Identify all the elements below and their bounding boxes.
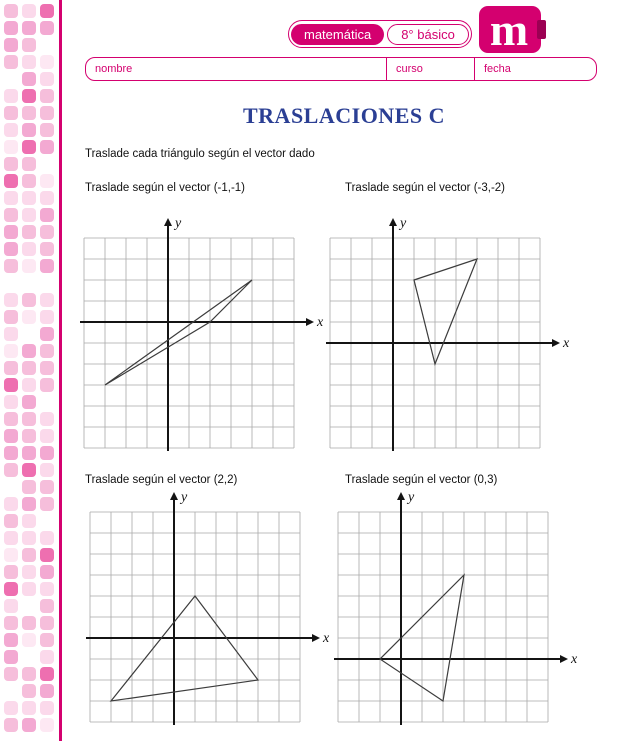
deco-square bbox=[4, 514, 18, 528]
deco-square bbox=[22, 497, 36, 511]
deco-square bbox=[4, 4, 18, 18]
name-label: nombre bbox=[95, 63, 133, 75]
deco-square bbox=[4, 548, 18, 562]
deco-square bbox=[4, 276, 18, 290]
svg-text:x: x bbox=[317, 315, 324, 330]
deco-square bbox=[4, 89, 18, 103]
deco-square bbox=[40, 310, 54, 324]
deco-square bbox=[4, 616, 18, 630]
deco-square bbox=[40, 21, 54, 35]
grid-plot bbox=[76, 212, 328, 456]
deco-square bbox=[40, 650, 54, 664]
deco-square bbox=[4, 412, 18, 426]
deco-square bbox=[40, 259, 54, 273]
deco-square bbox=[22, 446, 36, 460]
deco-square bbox=[22, 293, 36, 307]
deco-square bbox=[22, 531, 36, 545]
deco-square bbox=[40, 531, 54, 545]
decorative-strip bbox=[0, 0, 58, 741]
deco-square bbox=[22, 38, 36, 52]
deco-square bbox=[40, 565, 54, 579]
deco-square bbox=[4, 123, 18, 137]
deco-square bbox=[4, 259, 18, 273]
deco-square bbox=[40, 412, 54, 426]
deco-square bbox=[4, 174, 18, 188]
deco-square bbox=[22, 514, 36, 528]
deco-square bbox=[4, 633, 18, 647]
deco-square bbox=[22, 395, 36, 409]
grid-plot bbox=[322, 212, 574, 456]
deco-square bbox=[22, 242, 36, 256]
deco-square bbox=[4, 497, 18, 511]
deco-square bbox=[40, 582, 54, 596]
header-badges bbox=[288, 20, 472, 48]
deco-square bbox=[22, 701, 36, 715]
svg-text:x: x bbox=[323, 631, 330, 646]
deco-square bbox=[22, 140, 36, 154]
page-title: TRASLACIONES C bbox=[243, 103, 445, 128]
deco-square bbox=[4, 157, 18, 171]
deco-square bbox=[22, 480, 36, 494]
deco-square bbox=[4, 667, 18, 681]
deco-square bbox=[22, 72, 36, 86]
deco-square bbox=[40, 633, 54, 647]
deco-square bbox=[22, 174, 36, 188]
deco-square bbox=[4, 446, 18, 460]
deco-square bbox=[4, 565, 18, 579]
deco-square bbox=[4, 684, 18, 698]
name-field bbox=[86, 58, 386, 80]
deco-square bbox=[40, 344, 54, 358]
deco-square bbox=[40, 718, 54, 732]
deco-square bbox=[40, 395, 54, 409]
deco-square bbox=[40, 667, 54, 681]
deco-square bbox=[40, 684, 54, 698]
deco-square bbox=[4, 344, 18, 358]
deco-square bbox=[40, 293, 54, 307]
deco-square bbox=[22, 4, 36, 18]
deco-square bbox=[40, 174, 54, 188]
deco-square bbox=[4, 21, 18, 35]
deco-square bbox=[40, 463, 54, 477]
deco-square bbox=[22, 361, 36, 375]
subject-badge: matemática bbox=[291, 24, 384, 45]
deco-square bbox=[22, 259, 36, 273]
deco-square bbox=[40, 242, 54, 256]
deco-square bbox=[4, 599, 18, 613]
deco-square bbox=[22, 225, 36, 239]
deco-square bbox=[22, 548, 36, 562]
deco-square bbox=[40, 480, 54, 494]
deco-square bbox=[22, 123, 36, 137]
deco-square bbox=[22, 667, 36, 681]
deco-square bbox=[40, 38, 54, 52]
deco-square bbox=[22, 276, 36, 290]
deco-square bbox=[4, 310, 18, 324]
deco-square bbox=[4, 395, 18, 409]
deco-square bbox=[22, 208, 36, 222]
logo-tab bbox=[537, 20, 546, 39]
deco-square bbox=[22, 157, 36, 171]
svg-text:y: y bbox=[175, 216, 182, 231]
deco-square bbox=[4, 378, 18, 392]
deco-square bbox=[40, 514, 54, 528]
logo-letter: m bbox=[489, 3, 529, 55]
deco-square bbox=[40, 55, 54, 69]
deco-square bbox=[22, 344, 36, 358]
deco-square bbox=[40, 497, 54, 511]
deco-square bbox=[22, 310, 36, 324]
deco-square bbox=[4, 293, 18, 307]
svg-text:x: x bbox=[571, 652, 578, 667]
deco-square bbox=[40, 276, 54, 290]
student-info-bar bbox=[85, 57, 597, 81]
deco-square bbox=[40, 208, 54, 222]
deco-square bbox=[4, 531, 18, 545]
svg-text:y: y bbox=[408, 490, 415, 505]
panel-caption: Traslade según el vector (0,3) bbox=[345, 474, 498, 486]
deco-square bbox=[40, 72, 54, 86]
deco-square bbox=[22, 412, 36, 426]
deco-square bbox=[40, 446, 54, 460]
deco-square bbox=[22, 582, 36, 596]
deco-square bbox=[40, 89, 54, 103]
deco-square bbox=[4, 718, 18, 732]
deco-square bbox=[22, 718, 36, 732]
course-field bbox=[386, 58, 474, 80]
deco-square bbox=[40, 191, 54, 205]
deco-square bbox=[4, 480, 18, 494]
deco-square bbox=[22, 191, 36, 205]
deco-square bbox=[4, 327, 18, 341]
panel-caption: Traslade según el vector (-1,-1) bbox=[85, 182, 246, 194]
deco-square bbox=[40, 140, 54, 154]
deco-square bbox=[40, 599, 54, 613]
deco-square bbox=[22, 21, 36, 35]
deco-square bbox=[40, 123, 54, 137]
brand-logo bbox=[479, 3, 541, 55]
deco-square bbox=[40, 361, 54, 375]
deco-square bbox=[40, 429, 54, 443]
deco-square bbox=[4, 55, 18, 69]
deco-square bbox=[40, 378, 54, 392]
deco-square bbox=[22, 684, 36, 698]
deco-square bbox=[40, 4, 54, 18]
course-label: curso bbox=[396, 63, 423, 75]
instruction-text: Traslade cada triángulo según el vector dado bbox=[85, 148, 315, 160]
deco-square bbox=[4, 106, 18, 120]
panel-caption: Traslade según el vector (2,2) bbox=[85, 474, 238, 486]
deco-square bbox=[4, 208, 18, 222]
deco-square bbox=[4, 582, 18, 596]
deco-square bbox=[22, 55, 36, 69]
deco-square bbox=[4, 242, 18, 256]
grid-plot bbox=[330, 486, 582, 730]
deco-square bbox=[4, 225, 18, 239]
grade-badge: 8° básico bbox=[387, 24, 469, 45]
deco-square bbox=[40, 616, 54, 630]
deco-square bbox=[4, 650, 18, 664]
deco-square bbox=[4, 429, 18, 443]
deco-square bbox=[22, 327, 36, 341]
deco-square bbox=[4, 72, 18, 86]
deco-square bbox=[22, 378, 36, 392]
deco-square bbox=[40, 327, 54, 341]
deco-square bbox=[22, 599, 36, 613]
svg-text:x: x bbox=[563, 336, 570, 351]
deco-square bbox=[4, 191, 18, 205]
deco-square bbox=[22, 106, 36, 120]
deco-square bbox=[22, 650, 36, 664]
svg-text:y: y bbox=[400, 216, 407, 231]
date-label: fecha bbox=[484, 63, 511, 75]
deco-square bbox=[22, 633, 36, 647]
deco-square bbox=[4, 140, 18, 154]
grid-plot bbox=[82, 486, 334, 730]
deco-square bbox=[40, 106, 54, 120]
panel-caption: Traslade según el vector (-3,-2) bbox=[345, 182, 506, 194]
deco-square bbox=[4, 463, 18, 477]
deco-square bbox=[22, 616, 36, 630]
deco-square bbox=[40, 157, 54, 171]
deco-square bbox=[4, 361, 18, 375]
deco-square bbox=[40, 225, 54, 239]
deco-square bbox=[22, 463, 36, 477]
svg-text:y: y bbox=[181, 490, 188, 505]
deco-square bbox=[40, 548, 54, 562]
date-field bbox=[474, 58, 596, 80]
deco-square bbox=[22, 429, 36, 443]
deco-square bbox=[40, 701, 54, 715]
deco-square bbox=[4, 38, 18, 52]
deco-square bbox=[4, 701, 18, 715]
deco-square bbox=[22, 89, 36, 103]
deco-square bbox=[22, 565, 36, 579]
